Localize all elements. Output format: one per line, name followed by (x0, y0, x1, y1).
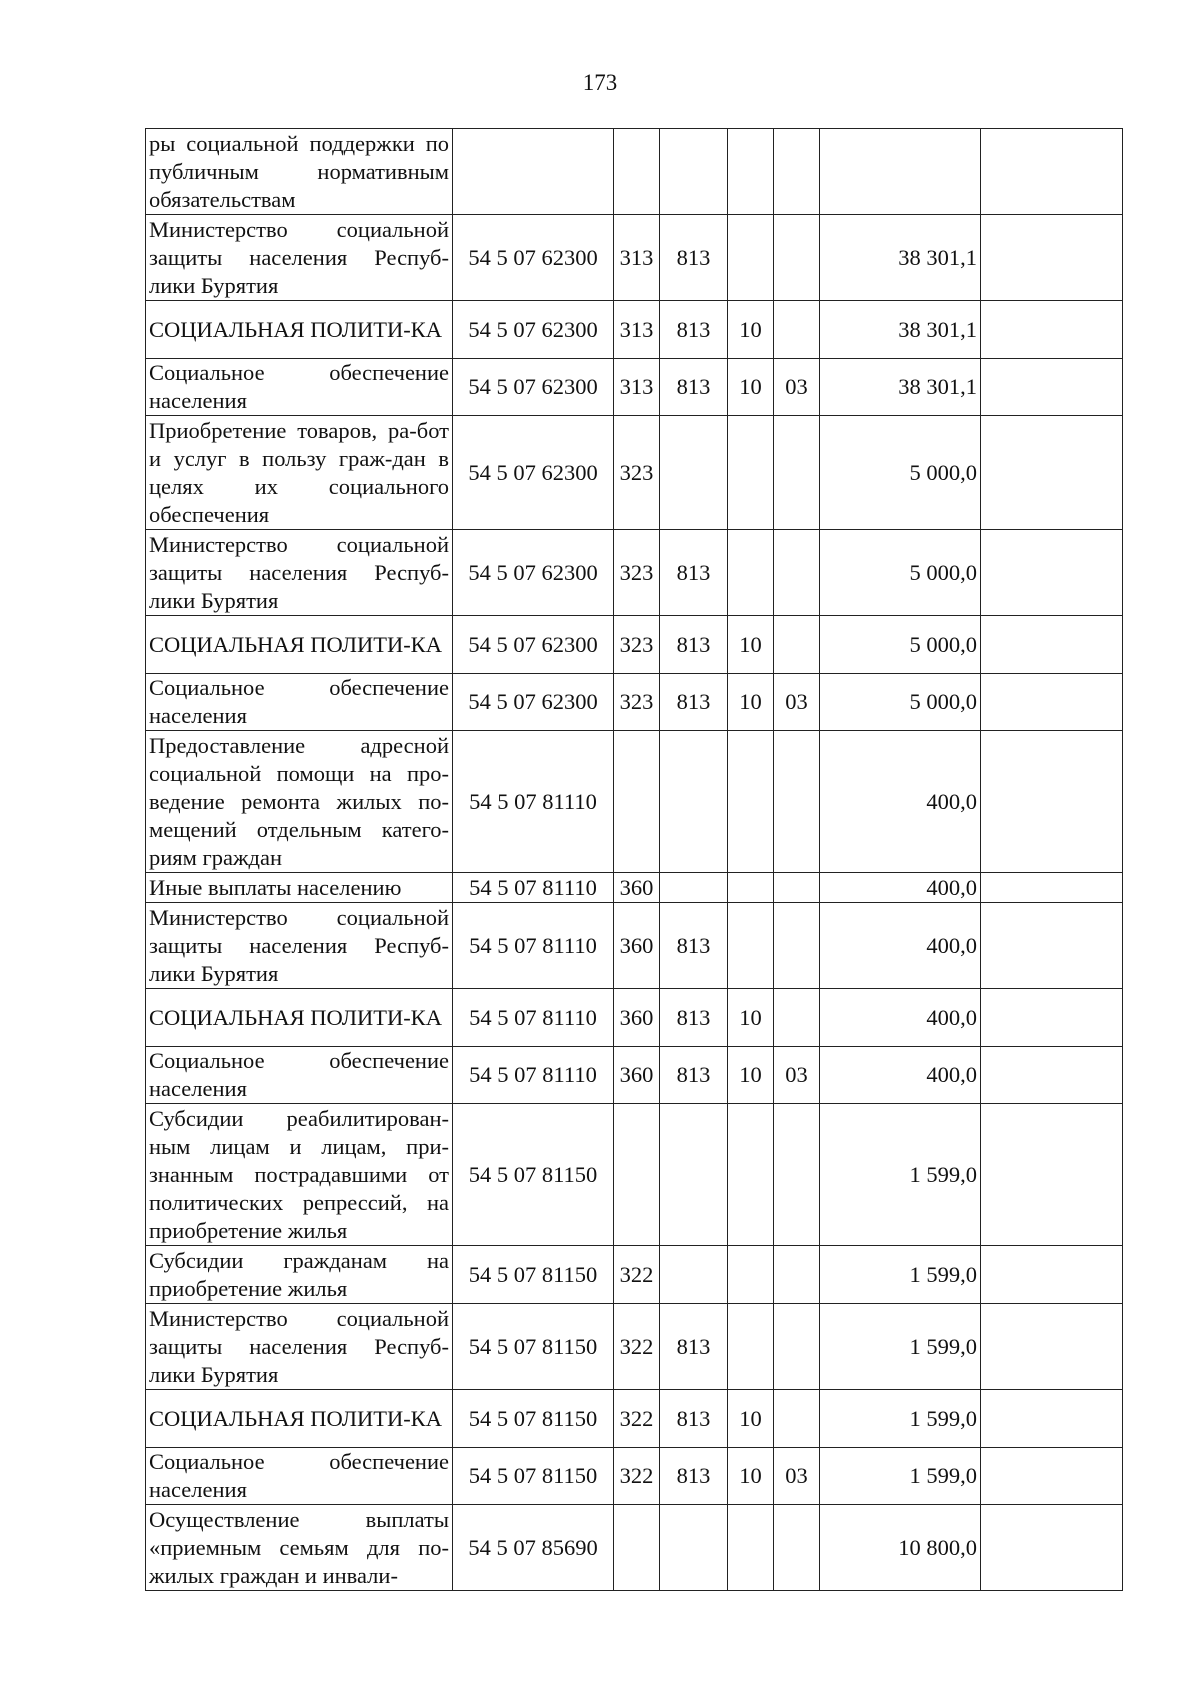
row-name-cell: ры социальной поддержки по публичным нормативным обязательствам (146, 129, 453, 215)
row-sum-cell: 5 000,0 (820, 616, 981, 674)
table-body (146, 129, 1123, 1591)
row-empty-cell (981, 1390, 1123, 1448)
row-pr-cell: 03 (774, 1448, 820, 1505)
row-rz-cell: 10 (728, 1448, 774, 1505)
row-rz-cell (728, 1246, 774, 1304)
row-empty-cell (981, 1104, 1123, 1246)
table-row (146, 416, 1123, 530)
table-row (146, 129, 1123, 215)
row-pr-cell (774, 129, 820, 215)
row-grbs-cell: 813 (660, 989, 728, 1047)
row-pr-cell (774, 1104, 820, 1246)
table-row (146, 1448, 1123, 1505)
row-grbs-cell (660, 129, 728, 215)
row-rz-cell (728, 1304, 774, 1390)
row-vr-cell: 360 (614, 1047, 660, 1104)
row-vr-cell: 323 (614, 416, 660, 530)
table-row (146, 1304, 1123, 1390)
table-row (146, 674, 1123, 731)
table-row (146, 1047, 1123, 1104)
row-csr-cell: 54 5 07 81150 (453, 1304, 614, 1390)
row-empty-cell (981, 530, 1123, 616)
row-vr-cell: 360 (614, 903, 660, 989)
row-vr-cell (614, 1505, 660, 1591)
row-rz-cell (728, 416, 774, 530)
row-empty-cell (981, 731, 1123, 873)
row-name-cell: Министерство социальной защиты населения Респуб-лики Бурятия (146, 530, 453, 616)
row-rz-cell (728, 1104, 774, 1246)
table-row (146, 616, 1123, 674)
row-sum-cell: 1 599,0 (820, 1448, 981, 1505)
table-row (146, 873, 1123, 903)
row-pr-cell (774, 215, 820, 301)
row-grbs-cell: 813 (660, 1304, 728, 1390)
row-rz-cell: 10 (728, 359, 774, 416)
row-empty-cell (981, 616, 1123, 674)
row-rz-cell (728, 1505, 774, 1591)
row-name-cell: СОЦИАЛЬНАЯ ПОЛИТИ-КА (146, 989, 453, 1047)
row-rz-cell (728, 731, 774, 873)
row-grbs-cell (660, 731, 728, 873)
row-empty-cell (981, 129, 1123, 215)
row-sum-cell: 400,0 (820, 873, 981, 903)
row-vr-cell: 322 (614, 1304, 660, 1390)
row-csr-cell: 54 5 07 81150 (453, 1390, 614, 1448)
budget-table (145, 128, 1123, 1591)
row-empty-cell (981, 903, 1123, 989)
row-pr-cell (774, 1505, 820, 1591)
row-sum-cell (820, 129, 981, 215)
row-csr-cell: 54 5 07 62300 (453, 616, 614, 674)
table-row (146, 1390, 1123, 1448)
row-empty-cell (981, 1448, 1123, 1505)
row-sum-cell: 400,0 (820, 903, 981, 989)
row-csr-cell: 54 5 07 85690 (453, 1505, 614, 1591)
row-name-cell: Министерство социальной защиты населения Респуб-лики Бурятия (146, 1304, 453, 1390)
row-grbs-cell (660, 1246, 728, 1304)
row-sum-cell: 1 599,0 (820, 1104, 981, 1246)
row-name-cell: СОЦИАЛЬНАЯ ПОЛИТИ-КА (146, 301, 453, 359)
row-name-cell: Предоставление адресной социальной помощи на про-ведение ремонта жилых по-мещений отдельным катего-риям граждан (146, 731, 453, 873)
row-grbs-cell: 813 (660, 359, 728, 416)
row-sum-cell: 1 599,0 (820, 1304, 981, 1390)
row-empty-cell (981, 359, 1123, 416)
row-vr-cell: 323 (614, 674, 660, 731)
row-name-cell: Приобретение товаров, ра-бот и услуг в пользу граж-дан в целях их социального обеспечения (146, 416, 453, 530)
row-rz-cell (728, 215, 774, 301)
row-vr-cell (614, 129, 660, 215)
row-name-cell: Субсидии гражданам на приобретение жилья (146, 1246, 453, 1304)
row-name-cell: Министерство социальной защиты населения Респуб-лики Бурятия (146, 215, 453, 301)
row-pr-cell (774, 416, 820, 530)
row-name-cell: Социальное обеспечение населения (146, 1047, 453, 1104)
row-rz-cell: 10 (728, 1390, 774, 1448)
row-csr-cell: 54 5 07 62300 (453, 674, 614, 731)
row-rz-cell: 10 (728, 989, 774, 1047)
row-rz-cell: 10 (728, 1047, 774, 1104)
row-grbs-cell (660, 1104, 728, 1246)
row-pr-cell (774, 731, 820, 873)
row-sum-cell: 1 599,0 (820, 1390, 981, 1448)
row-empty-cell (981, 416, 1123, 530)
row-csr-cell: 54 5 07 62300 (453, 416, 614, 530)
row-grbs-cell: 813 (660, 1390, 728, 1448)
row-sum-cell: 10 800,0 (820, 1505, 981, 1591)
row-pr-cell (774, 616, 820, 674)
table-row (146, 359, 1123, 416)
row-pr-cell (774, 989, 820, 1047)
row-grbs-cell: 813 (660, 1448, 728, 1505)
row-name-cell: Социальное обеспечение населения (146, 1448, 453, 1505)
row-csr-cell (453, 129, 614, 215)
row-grbs-cell: 813 (660, 903, 728, 989)
row-csr-cell: 54 5 07 81110 (453, 903, 614, 989)
row-pr-cell (774, 873, 820, 903)
row-name-cell: Министерство социальной защиты населения Респуб-лики Бурятия (146, 903, 453, 989)
row-vr-cell: 322 (614, 1246, 660, 1304)
row-rz-cell: 10 (728, 616, 774, 674)
row-csr-cell: 54 5 07 81150 (453, 1246, 614, 1304)
row-empty-cell (981, 1505, 1123, 1591)
row-pr-cell (774, 1246, 820, 1304)
row-csr-cell: 54 5 07 62300 (453, 359, 614, 416)
row-vr-cell: 322 (614, 1390, 660, 1448)
row-name-cell: Иные выплаты населению (146, 873, 453, 903)
row-pr-cell (774, 301, 820, 359)
page-number: 173 (582, 70, 618, 95)
row-name-cell: Субсидии реабилитирован-ным лицам и лицам, при-знанным пострадавшими от политических репрессий, на приобретение жилья (146, 1104, 453, 1246)
row-pr-cell: 03 (774, 1047, 820, 1104)
row-vr-cell (614, 1104, 660, 1246)
row-sum-cell: 5 000,0 (820, 416, 981, 530)
row-sum-cell: 5 000,0 (820, 530, 981, 616)
row-grbs-cell (660, 1505, 728, 1591)
row-rz-cell (728, 873, 774, 903)
row-empty-cell (981, 215, 1123, 301)
row-csr-cell: 54 5 07 81150 (453, 1104, 614, 1246)
row-grbs-cell: 813 (660, 215, 728, 301)
row-vr-cell (614, 731, 660, 873)
row-csr-cell: 54 5 07 62300 (453, 530, 614, 616)
row-empty-cell (981, 1047, 1123, 1104)
table-row (146, 989, 1123, 1047)
table-row (146, 215, 1123, 301)
table-row (146, 1104, 1123, 1246)
row-vr-cell: 360 (614, 873, 660, 903)
row-vr-cell: 322 (614, 1448, 660, 1505)
table-row (146, 1505, 1123, 1591)
row-pr-cell (774, 1390, 820, 1448)
row-name-cell: Социальное обеспечение населения (146, 359, 453, 416)
row-grbs-cell: 813 (660, 1047, 728, 1104)
row-sum-cell: 38 301,1 (820, 359, 981, 416)
table-row (146, 731, 1123, 873)
row-vr-cell: 313 (614, 215, 660, 301)
row-rz-cell (728, 903, 774, 989)
row-pr-cell (774, 1304, 820, 1390)
row-rz-cell: 10 (728, 301, 774, 359)
row-grbs-cell: 813 (660, 674, 728, 731)
row-grbs-cell: 813 (660, 301, 728, 359)
row-empty-cell (981, 301, 1123, 359)
row-vr-cell: 313 (614, 301, 660, 359)
row-csr-cell: 54 5 07 62300 (453, 301, 614, 359)
row-csr-cell: 54 5 07 81110 (453, 989, 614, 1047)
row-grbs-cell (660, 416, 728, 530)
row-empty-cell (981, 873, 1123, 903)
row-empty-cell (981, 989, 1123, 1047)
row-rz-cell: 10 (728, 674, 774, 731)
row-csr-cell: 54 5 07 81110 (453, 731, 614, 873)
row-sum-cell: 38 301,1 (820, 215, 981, 301)
row-pr-cell: 03 (774, 674, 820, 731)
row-pr-cell: 03 (774, 359, 820, 416)
row-grbs-cell (660, 873, 728, 903)
row-name-cell: Социальное обеспечение населения (146, 674, 453, 731)
row-sum-cell: 400,0 (820, 989, 981, 1047)
row-empty-cell (981, 1246, 1123, 1304)
row-grbs-cell: 813 (660, 616, 728, 674)
row-vr-cell: 323 (614, 616, 660, 674)
row-empty-cell (981, 674, 1123, 731)
row-empty-cell (981, 1304, 1123, 1390)
row-csr-cell: 54 5 07 81110 (453, 1047, 614, 1104)
row-sum-cell: 5 000,0 (820, 674, 981, 731)
row-name-cell: Осуществление выплаты «приемным семьям для по-жилых граждан и инвали- (146, 1505, 453, 1591)
table-row (146, 301, 1123, 359)
row-vr-cell: 360 (614, 989, 660, 1047)
row-csr-cell: 54 5 07 81150 (453, 1448, 614, 1505)
row-grbs-cell: 813 (660, 530, 728, 616)
row-csr-cell: 54 5 07 81110 (453, 873, 614, 903)
row-sum-cell: 1 599,0 (820, 1246, 981, 1304)
row-pr-cell (774, 903, 820, 989)
row-name-cell: СОЦИАЛЬНАЯ ПОЛИТИ-КА (146, 1390, 453, 1448)
row-vr-cell: 313 (614, 359, 660, 416)
row-sum-cell: 400,0 (820, 1047, 981, 1104)
table-row (146, 530, 1123, 616)
table-row (146, 1246, 1123, 1304)
row-vr-cell: 323 (614, 530, 660, 616)
row-rz-cell (728, 530, 774, 616)
row-csr-cell: 54 5 07 62300 (453, 215, 614, 301)
row-sum-cell: 400,0 (820, 731, 981, 873)
table-row (146, 903, 1123, 989)
row-rz-cell (728, 129, 774, 215)
row-sum-cell: 38 301,1 (820, 301, 981, 359)
row-name-cell: СОЦИАЛЬНАЯ ПОЛИТИ-КА (146, 616, 453, 674)
row-pr-cell (774, 530, 820, 616)
